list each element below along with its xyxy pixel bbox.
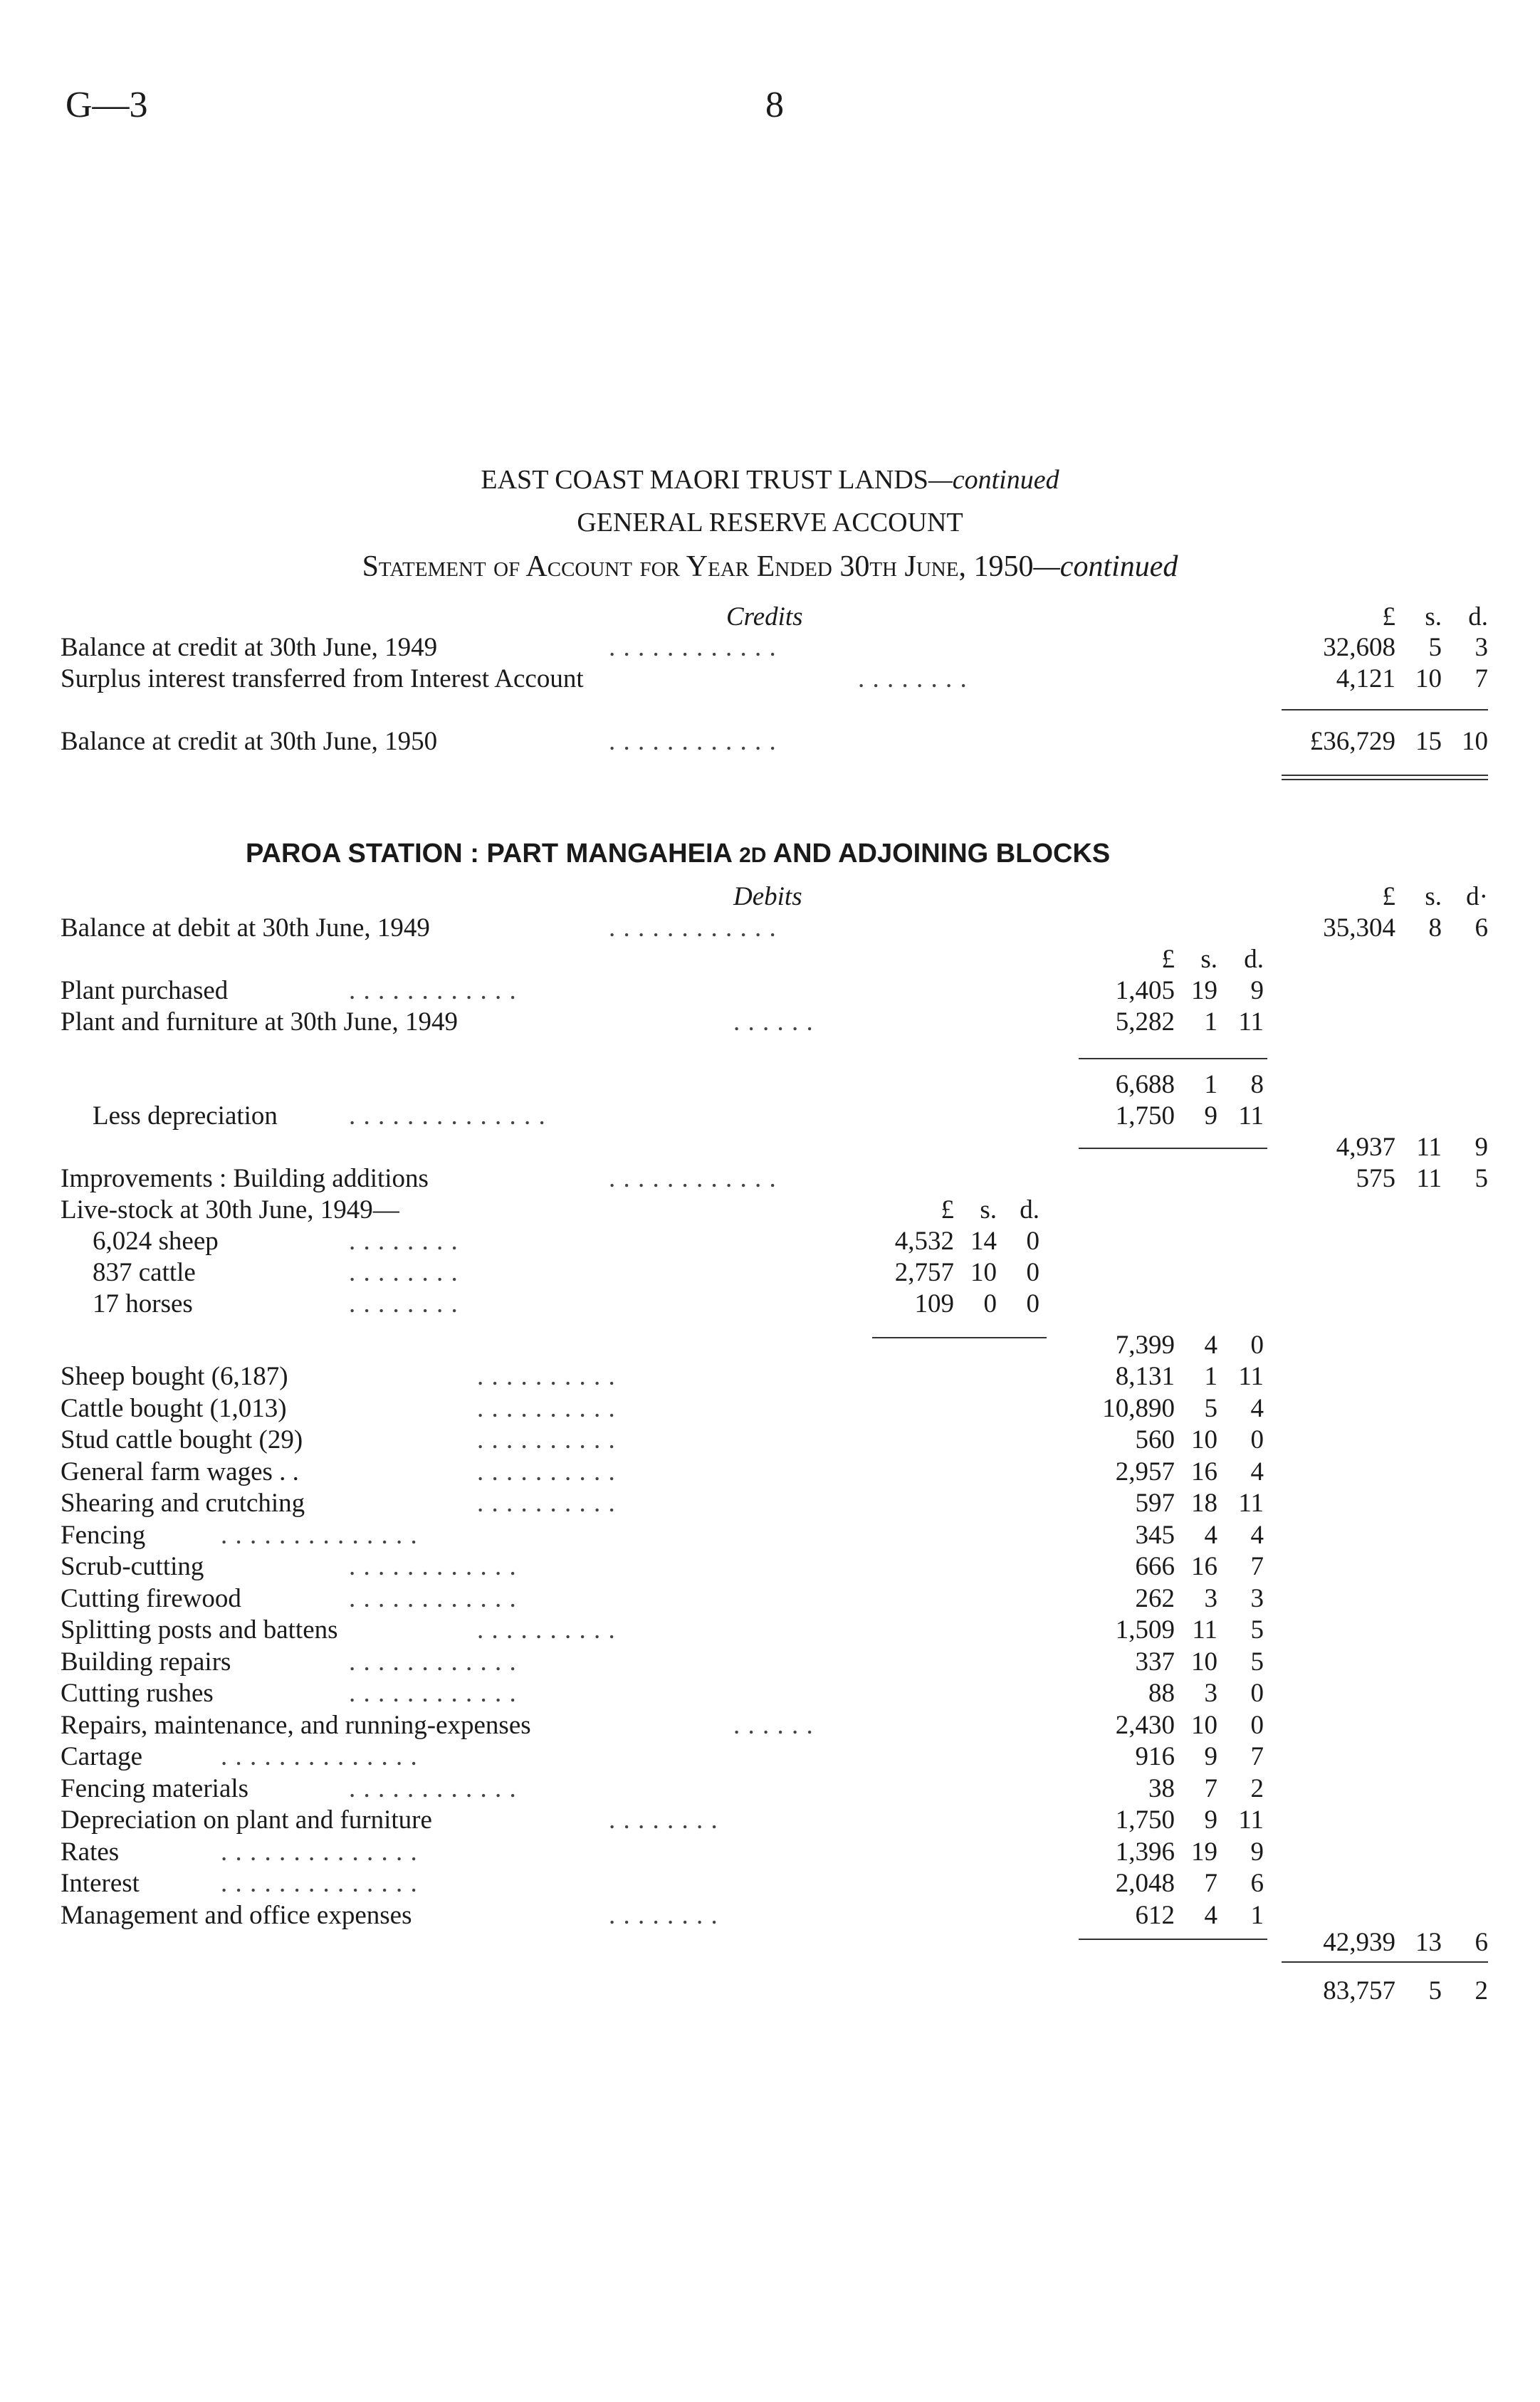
amount-shillings: 5	[1428, 633, 1442, 662]
row-label: Cartage	[61, 1742, 143, 1771]
amount-pence: 4	[1250, 1520, 1264, 1550]
amount-shillings: 15	[1415, 727, 1442, 756]
amount-pence: 11	[1238, 1362, 1264, 1391]
amount-pence: 0	[1026, 1227, 1039, 1256]
expense-row	[0, 1710, 1540, 1741]
amount-pounds: 916	[1135, 1742, 1175, 1771]
amount-pounds: 575	[1356, 1164, 1395, 1193]
leader-dots: . . . . . . . .	[349, 1289, 459, 1318]
expenses-total-row	[0, 1927, 1540, 1958]
row-label: Interest	[61, 1869, 140, 1898]
amount-shillings: 3	[1204, 1679, 1217, 1708]
leader-dots: . . . . . . . . . . . . . .	[221, 1837, 418, 1867]
amount-shillings: 1	[1204, 1070, 1217, 1099]
leader-dots: . . . . . . . . . . . .	[349, 1583, 517, 1613]
amount-pence: 4	[1250, 1457, 1264, 1486]
row-label: Depreciation on plant and furniture	[61, 1805, 432, 1835]
expense-row	[0, 1457, 1540, 1488]
amount-pence: 11	[1238, 1101, 1264, 1131]
leader-dots: . . . . . . . . . . . .	[349, 1552, 517, 1581]
col-shillings: s.	[980, 1195, 997, 1224]
expense-row	[0, 1805, 1540, 1836]
plant-row	[0, 1007, 1540, 1038]
row-label: Surplus interest transferred from Interest Account	[61, 664, 584, 693]
leader-dots: . . . . . . . .	[609, 1900, 718, 1930]
row-label: Live-stock at 30th June, 1949—	[61, 1195, 399, 1224]
rule	[1282, 709, 1488, 710]
amount-shillings: 3	[1204, 1583, 1217, 1613]
leader-dots: . . . . . . . . . .	[477, 1362, 616, 1391]
row-label: Cutting firewood	[61, 1583, 241, 1613]
amount-pence: 5	[1474, 1164, 1488, 1193]
amount-pounds: 35,304	[1323, 913, 1395, 943]
amount-shillings: 9	[1204, 1101, 1217, 1131]
expense-row	[0, 1741, 1540, 1773]
main-title	[0, 464, 1540, 495]
leader-dots: . . . . . . . . . .	[477, 1489, 616, 1518]
amount-shillings: 19	[1191, 976, 1217, 1005]
amount-pence: 2	[1474, 1976, 1488, 2005]
expense-row	[0, 1615, 1540, 1646]
debits-header-row	[0, 881, 1540, 913]
section-title	[246, 839, 1110, 869]
expense-row	[0, 1520, 1540, 1551]
amount-shillings: 5	[1428, 1976, 1442, 2005]
amount-pence: 9	[1474, 1133, 1488, 1162]
amount-pounds: 2,430	[1115, 1710, 1175, 1740]
amount-shillings: 1	[1204, 1362, 1217, 1391]
leader-dots: . . . . . . . . . . . .	[349, 1647, 517, 1677]
row-label: Repairs, maintenance, and running-expenses	[61, 1710, 531, 1740]
leader-dots: . . . . . . . . . . . .	[609, 727, 777, 756]
amount-shillings: 10	[1191, 1647, 1217, 1677]
leader-dots: . . . . . . . . . . . . . .	[221, 1869, 418, 1898]
amount-pence: 5	[1250, 1647, 1264, 1677]
amount-pounds: 42,939	[1323, 1928, 1395, 1957]
amount-pounds: 1,396	[1115, 1837, 1175, 1867]
leader-dots: . . . . . .	[733, 1007, 814, 1037]
leader-dots: . . . . . . . .	[349, 1227, 459, 1256]
amount-pence: 0	[1026, 1258, 1039, 1287]
improvements-row	[0, 1163, 1540, 1195]
amount-pounds: 83,757	[1323, 1976, 1395, 2005]
amount-pence: 11	[1238, 1489, 1264, 1518]
row-label: Building repairs	[61, 1647, 231, 1677]
expense-row	[0, 1868, 1540, 1899]
amount-pounds: 109	[914, 1289, 954, 1318]
debits-heading: Debits	[733, 882, 802, 911]
amount-pounds: 1,750	[1115, 1805, 1175, 1835]
amount-pounds: 1,509	[1115, 1615, 1175, 1645]
amount-pence: 6	[1474, 1928, 1488, 1957]
amount-shillings: 11	[1416, 1164, 1442, 1193]
amount-shillings: 4	[1204, 1900, 1217, 1930]
section-title-c: AND ADJOINING BLOCKS	[766, 839, 1111, 869]
leader-dots: . . . . . . . . . . . .	[609, 633, 777, 662]
plant-net-row	[0, 1132, 1540, 1163]
amount-pounds: 597	[1135, 1489, 1175, 1518]
amount-pounds: 5,282	[1115, 1007, 1175, 1037]
account-title: GENERAL RESERVE ACCOUNT	[577, 508, 963, 537]
amount-pounds: 1,405	[1115, 976, 1175, 1005]
amount-pounds: £36,729	[1309, 727, 1395, 756]
amount-pence: 2	[1250, 1773, 1264, 1803]
leader-dots: . . . . . . . . . .	[477, 1615, 616, 1645]
amount-pounds: 4,121	[1336, 664, 1395, 693]
amount-shillings: 5	[1204, 1393, 1217, 1423]
amount-pounds: 666	[1135, 1552, 1175, 1581]
credit-row	[0, 632, 1540, 664]
amount-pounds: 7,399	[1115, 1331, 1175, 1360]
col-shillings: s.	[1425, 602, 1442, 631]
col-shillings: s.	[1425, 882, 1442, 911]
amount-pence: 0	[1250, 1425, 1264, 1454]
amount-shillings: 8	[1428, 913, 1442, 943]
amount-pounds: 560	[1135, 1425, 1175, 1454]
row-label: Stud cattle bought (29)	[61, 1425, 303, 1454]
row-label: 6,024 sheep	[93, 1227, 219, 1256]
row-label: Cattle bought (1,013)	[61, 1393, 287, 1423]
expense-row	[0, 1425, 1540, 1456]
amount-pence: 0	[1250, 1710, 1264, 1740]
expense-row	[0, 1647, 1540, 1678]
amount-pounds: 345	[1135, 1520, 1175, 1550]
amount-pence: 10	[1462, 727, 1488, 756]
amount-pence: 7	[1250, 1742, 1264, 1771]
amount-shillings: 9	[1204, 1742, 1217, 1771]
amount-pence: 1	[1250, 1900, 1264, 1930]
amount-pounds: 6,688	[1115, 1070, 1175, 1099]
credit-row	[0, 664, 1540, 695]
amount-pounds: 4,532	[894, 1227, 954, 1256]
amount-pence: 7	[1474, 664, 1488, 693]
row-label: 837 cattle	[93, 1258, 196, 1287]
double-rule	[1282, 779, 1488, 780]
amount-shillings: 0	[983, 1289, 997, 1318]
amount-pence: 3	[1474, 633, 1488, 662]
amount-shillings: 16	[1191, 1552, 1217, 1581]
leader-dots: . . . . . . . . . .	[477, 1393, 616, 1423]
amount-pence: 0	[1250, 1331, 1264, 1360]
col-pence: d.	[1020, 1195, 1039, 1224]
amount-pounds: 10,890	[1102, 1393, 1175, 1423]
row-label: Fencing materials	[61, 1773, 249, 1803]
amount-pence: 9	[1250, 1837, 1264, 1867]
amount-pounds: 1,750	[1115, 1101, 1175, 1131]
leader-dots: . . . . . . . . . . . . . .	[221, 1520, 418, 1550]
section-title-b: 2D	[739, 844, 767, 867]
row-label: Balance at debit at 30th June, 1949	[61, 913, 430, 943]
amount-pence: 4	[1250, 1393, 1264, 1423]
amount-shillings: 10	[1191, 1425, 1217, 1454]
amount-pounds: 2,957	[1115, 1457, 1175, 1486]
expense-row	[0, 1900, 1540, 1931]
page-number: 8	[765, 85, 784, 125]
leader-dots: . . . . . . . .	[609, 1805, 718, 1835]
amount-pence: 6	[1474, 913, 1488, 943]
row-label: Plant and furniture at 30th June, 1949	[61, 1007, 458, 1037]
amount-shillings: 18	[1191, 1489, 1217, 1518]
col-pounds: £	[1382, 882, 1395, 911]
main-title-text: EAST COAST MAORI TRUST LANDS	[481, 465, 928, 495]
amount-shillings: 7	[1204, 1869, 1217, 1898]
amount-pence: 11	[1238, 1007, 1264, 1037]
row-label: Cutting rushes	[61, 1679, 214, 1708]
amount-shillings: 9	[1204, 1805, 1217, 1835]
col-pounds: £	[941, 1195, 954, 1224]
row-label: Shearing and crutching	[61, 1489, 305, 1518]
row-label: Less depreciation	[93, 1101, 278, 1131]
main-title-continued: —continued	[928, 465, 1059, 495]
row-label: Scrub-cutting	[61, 1552, 204, 1581]
amount-pounds: 337	[1135, 1647, 1175, 1677]
col-pounds: £	[1382, 602, 1395, 631]
amount-shillings: 11	[1416, 1133, 1442, 1162]
amount-pence: 11	[1238, 1805, 1264, 1835]
plant-row	[0, 975, 1540, 1007]
amount-pounds: 2,048	[1115, 1869, 1175, 1898]
grand-total-row	[0, 1976, 1540, 2007]
expense-row	[0, 1361, 1540, 1393]
mid-header-row	[0, 944, 1540, 975]
balance-row	[0, 913, 1540, 944]
amount-shillings: 19	[1191, 1837, 1217, 1867]
amount-shillings: 10	[1415, 664, 1442, 693]
amount-pounds: 88	[1148, 1679, 1175, 1708]
amount-shillings: 10	[970, 1258, 997, 1287]
amount-pounds: 2,757	[894, 1258, 954, 1287]
leader-dots: . . . . . . . . . . . . . .	[349, 1101, 546, 1131]
row-label: Management and office expenses	[61, 1900, 412, 1930]
amount-pence: 5	[1250, 1615, 1264, 1645]
row-label: Improvements : Building additions	[61, 1164, 429, 1193]
expense-row	[0, 1488, 1540, 1519]
amount-shillings: 14	[970, 1227, 997, 1256]
statement-title-text: Statement of Account for Year Ended 30th June, 1950	[362, 550, 1034, 583]
amount-shillings: 13	[1415, 1928, 1442, 1957]
amount-shillings: 1	[1204, 1007, 1217, 1037]
amount-pence: 6	[1250, 1869, 1264, 1898]
amount-pence: 0	[1250, 1679, 1264, 1708]
col-pence: d·	[1466, 882, 1488, 911]
expense-row	[0, 1837, 1540, 1868]
col-pence: d.	[1468, 602, 1488, 631]
row-label: General farm wages . .	[61, 1457, 299, 1486]
leader-dots: . . . . . . . .	[858, 664, 968, 693]
row-label: Splitting posts and battens	[61, 1615, 338, 1645]
rule	[1282, 1961, 1488, 1963]
leader-dots: . . . . . . . .	[349, 1258, 459, 1287]
double-rule	[1282, 775, 1488, 776]
row-label: Fencing	[61, 1520, 146, 1550]
amount-pounds: 262	[1135, 1583, 1175, 1613]
amount-pence: 8	[1250, 1070, 1264, 1099]
amount-pence: 0	[1026, 1289, 1039, 1318]
leader-dots: . . . . . . . . . . . .	[349, 1679, 517, 1708]
expense-row	[0, 1551, 1540, 1583]
amount-shillings: 4	[1204, 1331, 1217, 1360]
section-title-a: PAROA STATION : PART MANGAHEIA	[246, 839, 740, 869]
leader-dots: . . . . . . . . . .	[477, 1457, 616, 1486]
leader-dots: . . . . . . . . . . . .	[349, 976, 517, 1005]
leader-dots: . . . . . . . . . . . .	[609, 913, 777, 943]
credits-header-row	[0, 602, 1540, 633]
livestock-total-row	[0, 1330, 1540, 1361]
amount-pounds: 38	[1148, 1773, 1175, 1803]
credit-total-row	[0, 726, 1540, 757]
col-shillings: s.	[1200, 945, 1217, 974]
leader-dots: . . . . . .	[733, 1710, 814, 1740]
row-label: Balance at credit at 30th June, 1950	[61, 727, 438, 756]
statement-title	[0, 550, 1540, 584]
livestock-heading-row	[0, 1195, 1540, 1226]
col-pounds: £	[1161, 945, 1175, 974]
row-label: Sheep bought (6,187)	[61, 1362, 288, 1391]
row-label: 17 horses	[93, 1289, 193, 1318]
livestock-row	[0, 1289, 1540, 1320]
leader-dots: . . . . . . . . . . . .	[609, 1164, 777, 1193]
statement-title-continued: —continued	[1033, 550, 1178, 583]
amount-pounds: 8,131	[1115, 1362, 1175, 1391]
livestock-row	[0, 1257, 1540, 1289]
row-label: Plant purchased	[61, 976, 229, 1005]
credits-heading: Credits	[726, 602, 803, 631]
amount-pounds: 32,608	[1323, 633, 1395, 662]
leader-dots: . . . . . . . . . .	[477, 1425, 616, 1454]
amount-pence: 9	[1250, 976, 1264, 1005]
depreciation-row	[0, 1101, 1540, 1132]
amount-shillings: 16	[1191, 1457, 1217, 1486]
amount-pounds: 4,937	[1336, 1133, 1395, 1162]
amount-pence: 3	[1250, 1583, 1264, 1613]
expense-row	[0, 1393, 1540, 1425]
page-code: G—3	[66, 85, 148, 125]
amount-pence: 7	[1250, 1552, 1264, 1581]
amount-shillings: 4	[1204, 1520, 1217, 1550]
livestock-row	[0, 1226, 1540, 1257]
col-pence: d.	[1244, 945, 1264, 974]
leader-dots: . . . . . . . . . . . .	[349, 1773, 517, 1803]
row-label: Rates	[61, 1837, 120, 1867]
amount-shillings: 11	[1192, 1615, 1217, 1645]
row-label: Balance at credit at 30th June, 1949	[61, 633, 438, 662]
plant-subtotal-row	[0, 1069, 1540, 1101]
expense-row	[0, 1773, 1540, 1805]
amount-pounds: 612	[1135, 1900, 1175, 1930]
expense-row	[0, 1678, 1540, 1709]
expense-row	[0, 1583, 1540, 1615]
amount-shillings: 7	[1204, 1773, 1217, 1803]
leader-dots: . . . . . . . . . . . . . .	[221, 1742, 418, 1771]
amount-shillings: 10	[1191, 1710, 1217, 1740]
rule	[1079, 1058, 1267, 1059]
